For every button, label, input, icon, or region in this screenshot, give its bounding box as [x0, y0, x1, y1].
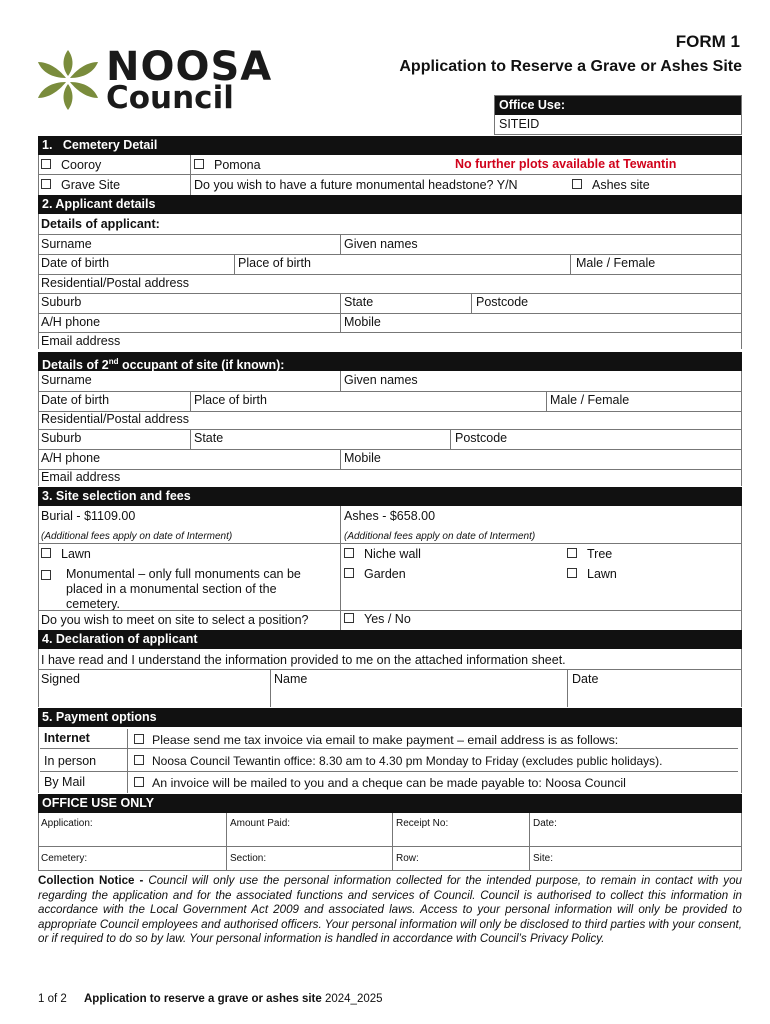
office-section-field[interactable]: Section:	[230, 853, 267, 864]
office-cemetery-field[interactable]: Cemetery:	[41, 853, 88, 864]
postcode-2-field[interactable]: Postcode	[455, 431, 508, 445]
signed-field[interactable]: Signed	[41, 672, 80, 686]
given-names-field[interactable]: Given names	[344, 237, 418, 251]
checkbox-icon[interactable]	[41, 159, 51, 169]
address-field[interactable]: Residential/Postal address	[41, 276, 189, 290]
dob-2-field[interactable]: Date of birth	[41, 393, 110, 407]
dob-field[interactable]: Date of birth	[41, 256, 110, 270]
meet-on-site-question: Do you wish to meet on site to select a position?	[41, 613, 309, 627]
logo-council: Council	[106, 80, 234, 116]
in-person-label: In person	[44, 754, 97, 768]
footer-title: Application to reserve a grave or ashes site 2024_2025	[84, 993, 383, 1005]
email-field[interactable]: Email address	[41, 334, 121, 348]
tree-option[interactable]: Tree	[567, 547, 612, 562]
cooroy-option[interactable]: Cooroy	[41, 158, 101, 173]
surname-2-field[interactable]: Surname	[41, 373, 92, 387]
checkbox-icon[interactable]	[344, 568, 354, 578]
date-field[interactable]: Date	[572, 672, 599, 686]
checkbox-icon[interactable]	[567, 548, 577, 558]
checkbox-icon[interactable]	[41, 179, 51, 189]
monumental-option[interactable]: Monumental – only full monuments can be placed in a monumental section of the cemetery.	[41, 567, 331, 612]
section-3-title: 3. Site selection and fees	[38, 487, 742, 506]
checkbox-icon[interactable]	[194, 159, 204, 169]
section-1-title: 1. Cemetery Detail	[38, 136, 742, 155]
lawn-2-option[interactable]: Lawn	[567, 567, 617, 582]
collection-notice-body: Council will only use the personal information collected for the intended purpose, to remain in contact with you regarding the application and for the associated functions and services of Council. Council is authorised to collect this information in accordance with the Local Government Act 2009 and associated laws. Access to your personal information will only be provided to appropriate Council employees and authorised officers. Your personal information will only be disclosed to third parties with your consent, or if required to do so by law. Your personal information is handled in accordance with Council’s Privacy Policy.	[38, 874, 742, 945]
collection-notice	[38, 874, 742, 947]
noosa-leaf-logo-icon	[36, 48, 100, 112]
ashes-fees-note: (Additional fees apply on date of Interment)	[344, 531, 536, 542]
by-mail-option[interactable]: An invoice will be mailed to you and a cheque can be made payable to: Noosa Council	[134, 776, 626, 791]
niche-wall-option[interactable]: Niche wall	[344, 547, 421, 562]
section-4-title: 4. Declaration of applicant	[38, 630, 742, 649]
gender-2-field[interactable]: Male / Female	[550, 393, 630, 407]
office-receipt-no-field[interactable]: Receipt No:	[396, 818, 449, 829]
checkbox-icon[interactable]	[567, 568, 577, 578]
name-field[interactable]: Name	[274, 672, 308, 686]
mobile-2-field[interactable]: Mobile	[344, 451, 381, 465]
by-mail-label: By Mail	[44, 775, 85, 789]
office-amount-paid-field[interactable]: Amount Paid:	[230, 818, 291, 829]
ah-phone-2-field[interactable]: A/H phone	[41, 451, 101, 465]
applicant-heading: Details of applicant:	[41, 217, 160, 231]
office-use-box	[494, 95, 742, 135]
checkbox-icon[interactable]	[344, 613, 354, 623]
ashes-fee: Ashes - $658.00	[344, 509, 436, 523]
section-5-title: 5. Payment options	[38, 708, 742, 727]
checkbox-icon[interactable]	[41, 548, 51, 558]
internet-option[interactable]: Please send me tax invoice via email to make payment – email address is as follows:	[134, 733, 618, 748]
burial-fees-note: (Additional fees apply on date of Interment)	[41, 531, 233, 542]
state-field[interactable]: State	[344, 295, 374, 309]
meet-yes-no-option[interactable]: Yes / No	[344, 612, 411, 627]
gender-field[interactable]: Male / Female	[576, 256, 656, 270]
office-site-field[interactable]: Site:	[533, 853, 554, 864]
office-date-field[interactable]: Date:	[533, 818, 557, 829]
form-title: Application to Reserve a Grave or Ashes Site	[399, 58, 742, 75]
office-row-field[interactable]: Row:	[396, 853, 419, 864]
lawn-option[interactable]: Lawn	[41, 547, 91, 562]
office-use-grid	[38, 813, 742, 871]
page-number: 1 of 2	[38, 993, 67, 1005]
pomona-option[interactable]: Pomona	[194, 158, 261, 173]
checkbox-icon[interactable]	[572, 179, 582, 189]
section-2-title: 2. Applicant details	[38, 195, 742, 214]
checkbox-icon[interactable]	[134, 777, 144, 787]
state-2-field[interactable]: State	[194, 431, 224, 445]
declaration-statement: I have read and I understand the information provided to me on the attached information sheet.	[41, 653, 566, 667]
checkbox-icon[interactable]	[134, 755, 144, 765]
headstone-question[interactable]: Do you wish to have a future monumental headstone? Y/N	[194, 178, 518, 192]
in-person-option[interactable]: Noosa Council Tewantin office: 8.30 am to 4.30 pm Monday to Friday (excludes public holidays).	[134, 754, 663, 769]
checkbox-icon[interactable]	[134, 734, 144, 744]
suburb-field[interactable]: Suburb	[41, 295, 82, 309]
form-number: FORM 1	[675, 32, 740, 51]
office-use-label: Office Use:	[495, 96, 741, 115]
office-application-field[interactable]: Application:	[41, 818, 93, 829]
surname-field[interactable]: Surname	[41, 237, 92, 251]
siteid-field[interactable]: SITEID	[499, 117, 540, 131]
collection-notice-lead: Collection Notice -	[38, 874, 149, 887]
second-occupant-heading: Details of 2nd occupant of site (if known):	[38, 352, 742, 371]
ah-phone-field[interactable]: A/H phone	[41, 315, 101, 329]
pob-field[interactable]: Place of birth	[238, 256, 311, 270]
checkbox-icon[interactable]	[344, 548, 354, 558]
suburb-2-field[interactable]: Suburb	[41, 431, 82, 445]
email-2-field[interactable]: Email address	[41, 470, 121, 484]
pob-2-field[interactable]: Place of birth	[194, 393, 267, 407]
mobile-field[interactable]: Mobile	[344, 315, 381, 329]
given-names-2-field[interactable]: Given names	[344, 373, 418, 387]
internet-label: Internet	[44, 731, 90, 745]
office-use-only-title: OFFICE USE ONLY	[38, 794, 742, 813]
checkbox-icon[interactable]	[41, 570, 51, 580]
ashes-site-option[interactable]: Ashes site	[572, 178, 650, 193]
grave-site-option[interactable]: Grave Site	[41, 178, 120, 193]
postcode-field[interactable]: Postcode	[476, 295, 529, 309]
tewantin-notice: No further plots available at Tewantin	[455, 157, 677, 171]
logo-noosa: NOOSA	[106, 44, 273, 90]
burial-fee: Burial - $1109.00	[41, 509, 136, 523]
address-2-field[interactable]: Residential/Postal address	[41, 412, 189, 426]
garden-option[interactable]: Garden	[344, 567, 406, 582]
